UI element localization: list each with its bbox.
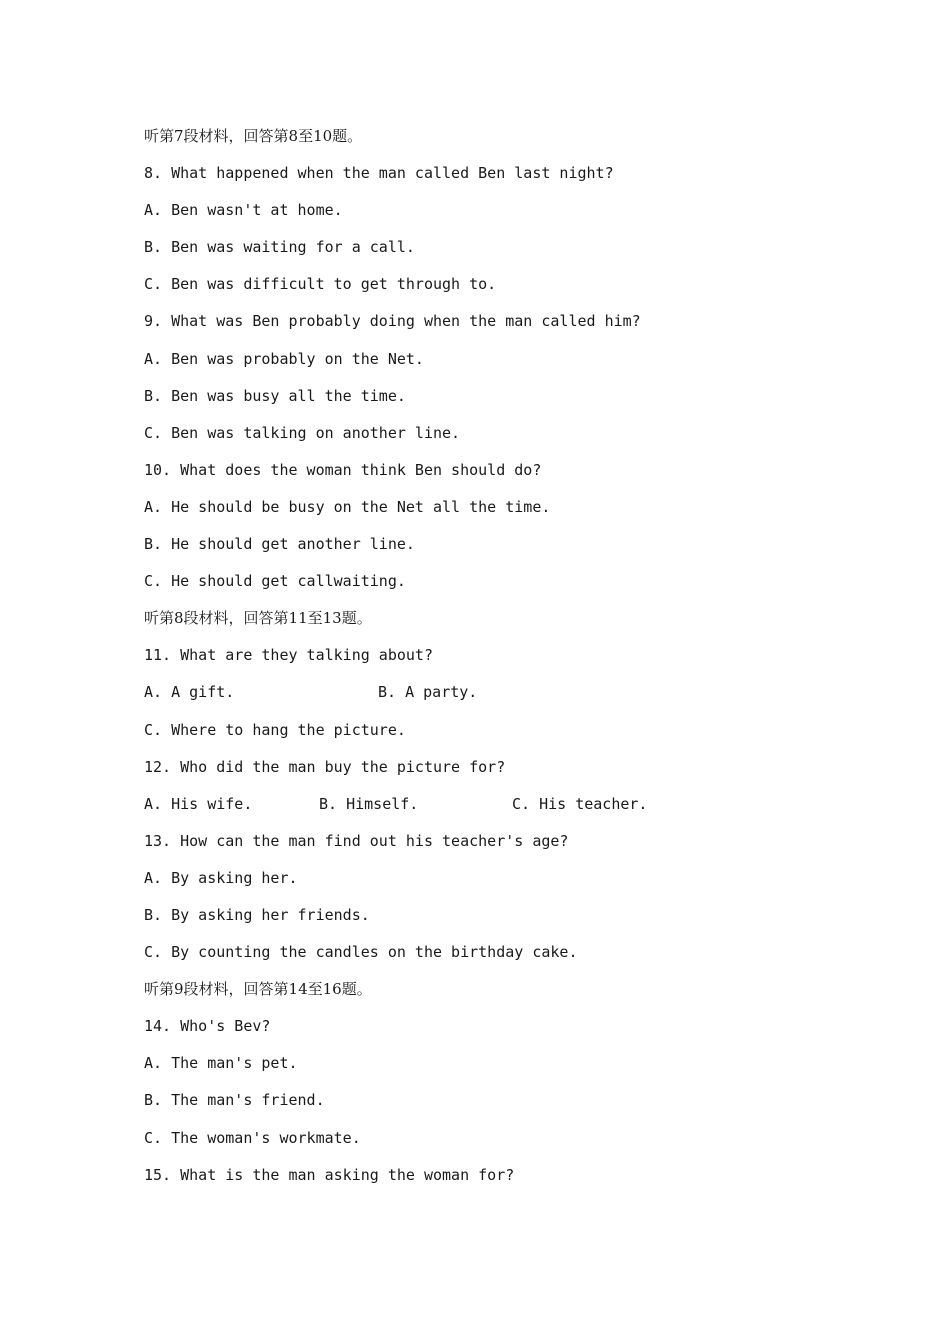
question-10: 10. What does the woman think Ben should do? <box>144 460 542 479</box>
question-12: 12. Who did the man buy the picture for? <box>144 757 506 776</box>
question-8: 8. What happened when the man called Ben last night? <box>144 164 614 183</box>
question-10-option-a: A. He should be busy on the Net all the time. <box>144 497 551 516</box>
question-13-option-b: B. By asking her friends. <box>144 905 370 924</box>
question-12-option-b: B. Himself. <box>319 794 419 813</box>
question-12-option-c: C. His teacher. <box>512 794 648 813</box>
question-10-option-b: B. He should get another line. <box>144 535 415 554</box>
question-14: 14. Who's Bev? <box>144 1017 271 1036</box>
question-11-option-b: B. A party. <box>378 683 478 702</box>
question-13-option-a: A. By asking her. <box>144 868 298 887</box>
question-12-option-a: A. His wife. <box>144 794 253 813</box>
section-7-heading: 听第7段材料，回答第8至10题。 <box>144 127 363 145</box>
question-11-option-a: A. A gift. <box>144 683 235 702</box>
question-10-option-c: C. He should get callwaiting. <box>144 572 406 591</box>
question-13: 13. How can the man find out his teacher's age? <box>144 831 569 850</box>
question-11-option-c: C. Where to hang the picture. <box>144 720 406 739</box>
question-11: 11. What are they talking about? <box>144 646 433 665</box>
section-9-heading: 听第9段材料，回答第14至16题。 <box>144 980 372 999</box>
question-8-option-a: A. Ben wasn't at home. <box>144 201 343 220</box>
question-14-option-b: B. The man's friend. <box>144 1091 325 1110</box>
question-14-option-a: A. The man's pet. <box>144 1054 298 1073</box>
question-9-option-b: B. Ben was busy all the time. <box>144 386 406 405</box>
question-14-option-c: C. The woman's workmate. <box>144 1128 361 1147</box>
question-13-option-c: C. By counting the candles on the birthday cake. <box>144 943 578 962</box>
question-11-options-row <box>144 680 864 717</box>
question-9-option-a: A. Ben was probably on the Net. <box>144 349 424 368</box>
question-9: 9. What was Ben probably doing when the man called him? <box>144 312 641 331</box>
question-15: 15. What is the man asking the woman for? <box>144 1165 515 1184</box>
exam-content <box>144 124 864 1200</box>
question-8-option-c: C. Ben was difficult to get through to. <box>144 275 497 294</box>
section-8-heading: 听第8段材料，回答第11至13题。 <box>144 609 372 628</box>
question-12-options-row <box>144 792 864 829</box>
question-8-option-b: B. Ben was waiting for a call. <box>144 238 415 257</box>
question-9-option-c: C. Ben was talking on another line. <box>144 423 461 442</box>
